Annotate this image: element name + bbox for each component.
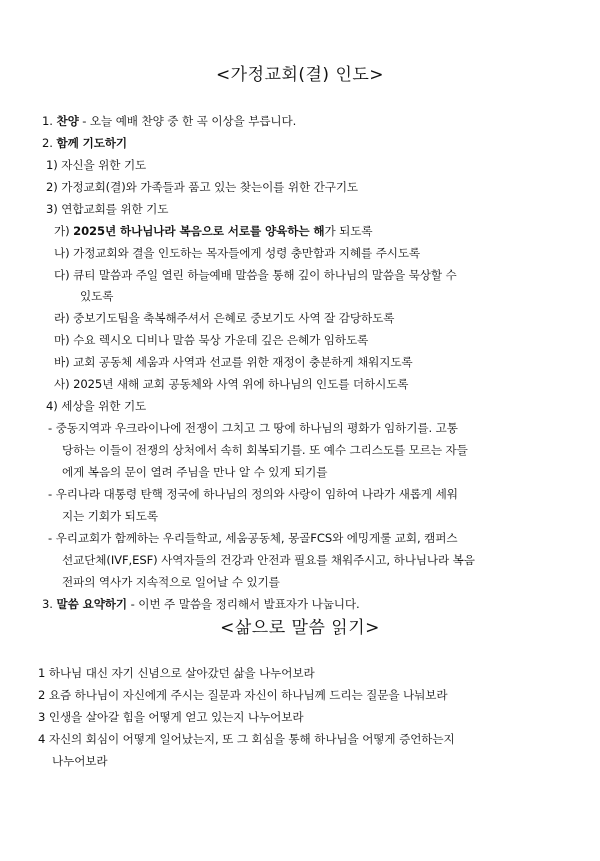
prayer-ma: 마) 수요 렉시오 디비나 말씀 묵상 가운데 깊은 은혜가 임하도록 [54, 333, 369, 347]
question-2: 2 요즘 하나님이 자신에게 주시는 질문과 자신이 하나님께 드리는 질문을 나눠보라 [38, 688, 448, 702]
prayer-ga-bold: 2025년 하나님나라 복음으로 서로를 양육하는 해 [73, 224, 325, 238]
prayer-family: 2) 가정교회(결)와 가족들과 품고 있는 찾는이를 위한 간구기도 [46, 180, 359, 194]
prayer-ra: 라) 중보기도팀을 축복해주셔서 은혜로 중보기도 사역 잘 감당하도록 [54, 311, 395, 325]
section2-title: <삶으로 말씀 읽기> [220, 618, 380, 638]
prayer-da-line2: 있도록 [80, 289, 114, 303]
prayer-church: 3) 연합교회를 위한 기도 [46, 202, 169, 216]
world-prayer3-line1: - 우리교회가 함께하는 우리들학교, 세움공동체, 몽골FCS와 에밍게룰 교회, 캠퍼스 [48, 531, 458, 545]
item1-line [42, 114, 296, 128]
world-prayer2-line2: 지는 기회가 되도록 [62, 509, 158, 523]
prayer-ga-prefix: 가) [54, 224, 74, 238]
world-prayer1-line1: - 중동지역과 우크라이나에 전쟁이 그치고 그 땅에 하나님의 평화가 임하기를. 고통 [48, 421, 458, 435]
world-prayer1-line2: 당하는 이들이 전쟁의 상처에서 속히 회복되기를. 또 예수 그리스도를 모르는 자들 [62, 443, 468, 457]
item3-number: 3. [42, 597, 53, 611]
item1-number: 1. [42, 114, 53, 128]
world-prayer1-line3: 에게 복음의 문이 열려 주님을 만나 알 수 있게 되기를 [62, 465, 328, 479]
question-1: 1 하나님 대신 자기 신념으로 살아갔던 삶을 나누어보라 [38, 666, 315, 680]
question-4-line1: 4 자신의 회심이 어떻게 일어났는지, 또 그 회심을 통해 하나님을 어떻게 증언하는지 [38, 732, 455, 746]
item1-text: - 오늘 예배 찬양 중 한 곡 이상을 부릅니다. [78, 114, 297, 128]
item2-number: 2. [42, 136, 53, 150]
prayer-self: 1) 자신을 위한 기도 [46, 158, 147, 172]
world-prayer3-line2: 선교단체(IVF,ESF) 사역자들의 건강과 안전과 필요를 채워주시고, 하나님나라 복음 [62, 553, 475, 567]
item1-heading: 찬양 [56, 114, 79, 128]
prayer-na: 나) 가정교회와 결을 인도하는 목자들에게 성령 충만함과 지혜를 주시도록 [54, 246, 421, 260]
prayer-ba: 바) 교회 공동체 세움과 사역과 선교를 위한 재정이 충분하게 채워지도록 [54, 355, 413, 369]
item3-text: - 이번 주 말씀을 정리해서 발표자가 나눕니다. [127, 597, 360, 611]
prayer-ga [54, 224, 372, 238]
section1-title: <가정교회(결) 인도> [215, 65, 385, 85]
item3-heading: 말씀 요약하기 [56, 597, 128, 611]
question-4-line2: 나누어보라 [52, 754, 108, 768]
prayer-sa: 사) 2025년 새해 교회 공동체와 사역 위에 하나님의 인도를 더하시도록 [54, 377, 409, 391]
prayer-ga-suffix: 가 되도록 [324, 224, 373, 238]
question-3: 3 인생을 살아갈 힘을 어떻게 얻고 있는지 나누어보라 [38, 710, 304, 724]
prayer-world: 4) 세상을 위한 기도 [46, 399, 147, 413]
prayer-da-line1: 다) 큐티 말씀과 주일 열린 하늘예배 말씀을 통해 깊이 하나님의 말씀을 묵상할 수 [54, 268, 457, 282]
item3-line [42, 597, 360, 611]
world-prayer3-line3: 전파의 역사가 지속적으로 일어날 수 있기를 [62, 575, 280, 589]
item2-heading: 함께 기도하기 [56, 136, 128, 150]
world-prayer2-line1: - 우리나라 대통령 탄핵 정국에 하나님의 정의와 사랑이 임하여 나라가 새롭게 세워 [48, 487, 458, 501]
item2-line [42, 136, 127, 150]
